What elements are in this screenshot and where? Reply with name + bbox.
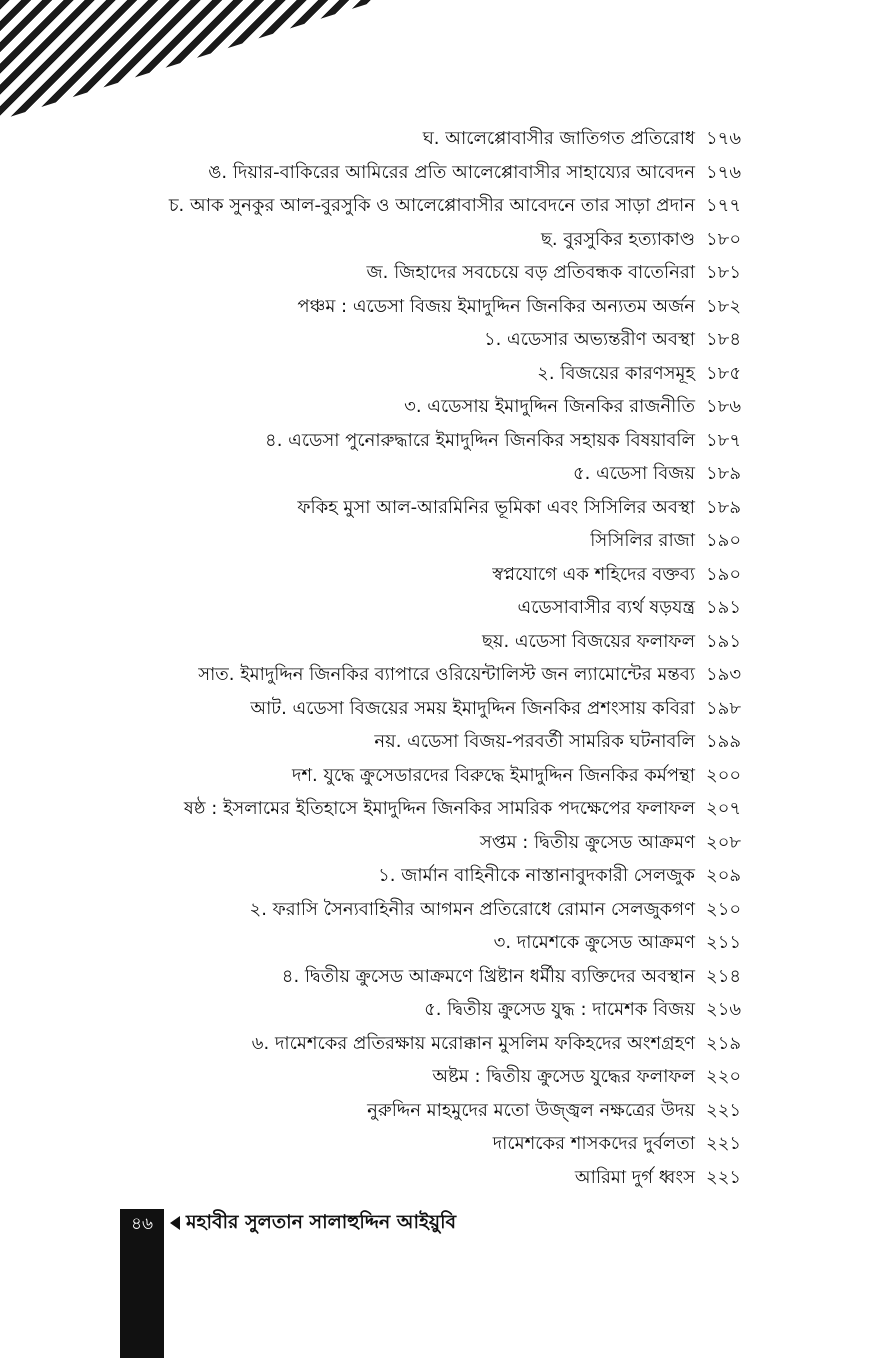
toc-entry-title: ৪. এডেসা পুনোরুদ্ধারে ইমাদুদ্দিন জিনকির সহায়ক বিষয়াবলি: [265, 429, 695, 451]
toc-entry-page: ১৯১: [706, 597, 742, 618]
toc-entry-page: ২২১: [706, 1099, 742, 1121]
toc-entry[interactable]: [100, 960, 758, 994]
toc-entry[interactable]: [100, 759, 758, 793]
toc-entry[interactable]: [100, 457, 758, 491]
toc-entry-page: ২০০: [706, 764, 742, 786]
toc-entry-title: ১. এডেসার অভ্যন্তরীণ অবস্থা: [483, 329, 695, 350]
toc-entry-title: ২. ফরাসি সৈন্যবাহিনীর আগমন প্রতিরোধে রোমান সেলজুকগণ: [249, 898, 695, 920]
triangle-left-icon: [170, 1216, 180, 1230]
toc-entry-page: ২২১: [706, 1166, 742, 1188]
toc-entry-title: চ. আক সুনকুর আল-বুরসুকি ও আলেপ্পোবাসীর আবেদনে তার সাড়া প্রদান: [168, 195, 695, 216]
toc-entry[interactable]: [100, 323, 758, 357]
toc-entry[interactable]: [100, 491, 758, 525]
toc-entry-title: আরিমা দুর্গ ধ্বংস: [574, 1166, 695, 1188]
toc-entry-page: ১৯০: [706, 563, 742, 585]
toc-entry-page: ২১০: [706, 898, 742, 920]
toc-entry[interactable]: [100, 290, 758, 324]
toc-entry-title: ১. জার্মান বাহিনীকে নাস্তানাবুদকারী সেলজুক: [378, 865, 695, 886]
toc-entry[interactable]: [100, 725, 758, 759]
toc-entry-title: এডেসাবাসীর ব্যর্থ ষড়যন্ত্র: [517, 597, 695, 618]
toc-entry-page: ১৮৯: [706, 463, 742, 484]
toc-entry[interactable]: [100, 424, 758, 458]
toc-entry[interactable]: [100, 256, 758, 290]
toc-entry[interactable]: [100, 658, 758, 692]
toc-entry-page: ১৮৭: [706, 429, 742, 451]
toc-entry-page: ১৭৬: [706, 161, 742, 183]
decorative-stripes: [0, 0, 380, 120]
toc-entry-title: জ. জিহাদের সবচেয়ে বড় প্রতিবন্ধক বাতেনিরা: [366, 262, 695, 283]
toc-entry[interactable]: [100, 1127, 758, 1161]
toc-entry-page: ১৮৫: [706, 362, 742, 384]
toc-entry-page: ১৯০: [706, 530, 742, 551]
toc-entry[interactable]: [100, 223, 758, 257]
toc-entry[interactable]: [100, 591, 758, 625]
toc-entry[interactable]: [100, 1094, 758, 1128]
toc-entry-title: সপ্তম : দ্বিতীয় ক্রুসেড আক্রমণ: [479, 831, 695, 853]
toc-entry-title: নয়. এডেসা বিজয়-পরবর্তী সামরিক ঘটনাবলি: [374, 731, 695, 752]
toc-entry-title: ৬. দামেশকের প্রতিরক্ষায় মরোক্কান মুসলিম ফকিহদের অংশগ্রহণ: [251, 1032, 695, 1054]
toc-entry-page: ১৮৪: [706, 329, 742, 350]
toc-entry-page: ২০৯: [706, 865, 742, 886]
toc-entry[interactable]: [100, 792, 758, 826]
toc-entry-page: ১৯৯: [706, 731, 742, 752]
toc-entry-page: ১৭৭: [706, 195, 742, 216]
footer-book-title: মহাবীর সুলতান সালাহুদ্দিন আইয়ুবি: [186, 1211, 457, 1233]
toc-entry-title: সাত. ইমাদুদ্দিন জিনকির ব্যাপারে ওরিয়েন্টালিস্ট জন ল্যামোন্টের মন্তব্য: [198, 664, 695, 685]
toc-entry[interactable]: [100, 1027, 758, 1061]
toc-entry-title: ষষ্ঠ : ইসলামের ইতিহাসে ইমাদুদ্দিন জিনকির সামরিক পদক্ষেপের ফলাফল: [183, 798, 695, 819]
toc-entry[interactable]: [100, 893, 758, 927]
toc-entry-page: ১৮০: [706, 228, 742, 250]
toc-entry[interactable]: [100, 826, 758, 860]
toc-entry-title: ৫. এডেসা বিজয়: [572, 463, 695, 484]
toc-entry-page: ২২১: [706, 1133, 742, 1154]
toc-entry-page: ১৮১: [706, 262, 742, 283]
toc-entry-title: ঘ. আলেপ্পোবাসীর জাতিগত প্রতিরোধ: [422, 128, 695, 149]
toc-entry-title: ৪. দ্বিতীয় ক্রুসেড আক্রমণে খ্রিষ্টান ধর্মীয় ব্যক্তিদের অবস্থান: [281, 965, 695, 987]
toc-entry-title: দশ. যুদ্ধে ক্রুসেডারদের বিরুদ্ধে ইমাদুদ্দিন জিনকির কর্মপন্থা: [291, 764, 695, 786]
toc-entry[interactable]: [100, 993, 758, 1027]
toc-entry[interactable]: [100, 1060, 758, 1094]
toc-entry[interactable]: [100, 926, 758, 960]
toc-entry[interactable]: [100, 156, 758, 190]
toc-entry-title: দামেশকের শাসকদের দুর্বলতা: [492, 1133, 695, 1154]
toc-entry-page: ১৮৯: [706, 496, 742, 518]
toc-entry-title: ২. বিজয়ের কারণসমূহ: [537, 362, 695, 384]
toc-entry[interactable]: [100, 692, 758, 726]
toc-entry-title: আট. এডেসা বিজয়ের সময় ইমাদুদ্দিন জিনকির প্রশংসায় কবিরা: [250, 697, 695, 719]
toc-entry-title: ফকিহ মুসা আল-আরমিনির ভূমিকা এবং সিসিলির অবস্থা: [297, 496, 695, 518]
toc-entry-title: স্বপ্নযোগে এক শহিদের বক্তব্য: [492, 563, 695, 585]
toc-entry[interactable]: [100, 558, 758, 592]
toc-entry-page: ২১৪: [706, 965, 742, 987]
toc-entry-title: সিসিলির রাজা: [590, 530, 695, 551]
toc-entry[interactable]: [100, 357, 758, 391]
toc-entry-page: ২১৯: [706, 1032, 742, 1054]
table-of-contents: [100, 122, 758, 1194]
toc-entry[interactable]: [100, 390, 758, 424]
toc-entry-page: ১৭৬: [706, 128, 742, 149]
toc-entry-page: ২০৭: [706, 798, 742, 819]
toc-entry[interactable]: [100, 859, 758, 893]
toc-entry-title: ঙ. দিয়ার-বাকিরের আমিরের প্রতি আলেপ্পোবাসীর সাহায্যের আবেদন: [208, 161, 695, 183]
toc-entry-title: ৩. দামেশকে ক্রুসেড আক্রমণ: [493, 932, 695, 953]
toc-entry-page: ২২০: [706, 1066, 742, 1087]
toc-entry[interactable]: [100, 524, 758, 558]
toc-entry-title: ৩. এডেসায় ইমাদুদ্দিন জিনকির রাজনীতি: [404, 396, 695, 417]
toc-entry-title: ছ. বুরসুকির হত্যাকাণ্ড: [540, 228, 695, 250]
toc-entry[interactable]: [100, 189, 758, 223]
toc-entry[interactable]: [100, 625, 758, 659]
toc-entry-page: ১৯৩: [706, 664, 742, 685]
footer-page-number: ৪৬: [130, 1214, 154, 1234]
toc-entry[interactable]: [100, 122, 758, 156]
toc-entry-page: ১৮২: [706, 295, 742, 317]
toc-entry-page: ২১১: [706, 932, 742, 953]
toc-entry-page: ২১৬: [706, 999, 742, 1020]
toc-entry[interactable]: [100, 1161, 758, 1195]
toc-entry-page: ১৮৬: [706, 396, 742, 417]
toc-entry-title: ৫. দ্বিতীয় ক্রুসেড যুদ্ধ : দামেশক বিজয়: [424, 999, 695, 1020]
toc-entry-title: নুরুদ্দিন মাহমুদের মতো উজ্জ্বল নক্ষত্রের উদয়: [367, 1099, 695, 1121]
toc-entry-page: ১৯১: [706, 630, 742, 652]
toc-entry-page: ২০৮: [706, 831, 742, 853]
toc-entry-title: ছয়. এডেসা বিজয়ের ফলাফল: [481, 630, 695, 652]
toc-entry-title: অষ্টম : দ্বিতীয় ক্রুসেড যুদ্ধের ফলাফল: [432, 1066, 695, 1087]
toc-entry-page: ১৯৮: [706, 697, 742, 719]
toc-entry-title: পঞ্চম : এডেসা বিজয় ইমাদুদ্দিন জিনকির অন্যতম অর্জন: [297, 295, 695, 317]
